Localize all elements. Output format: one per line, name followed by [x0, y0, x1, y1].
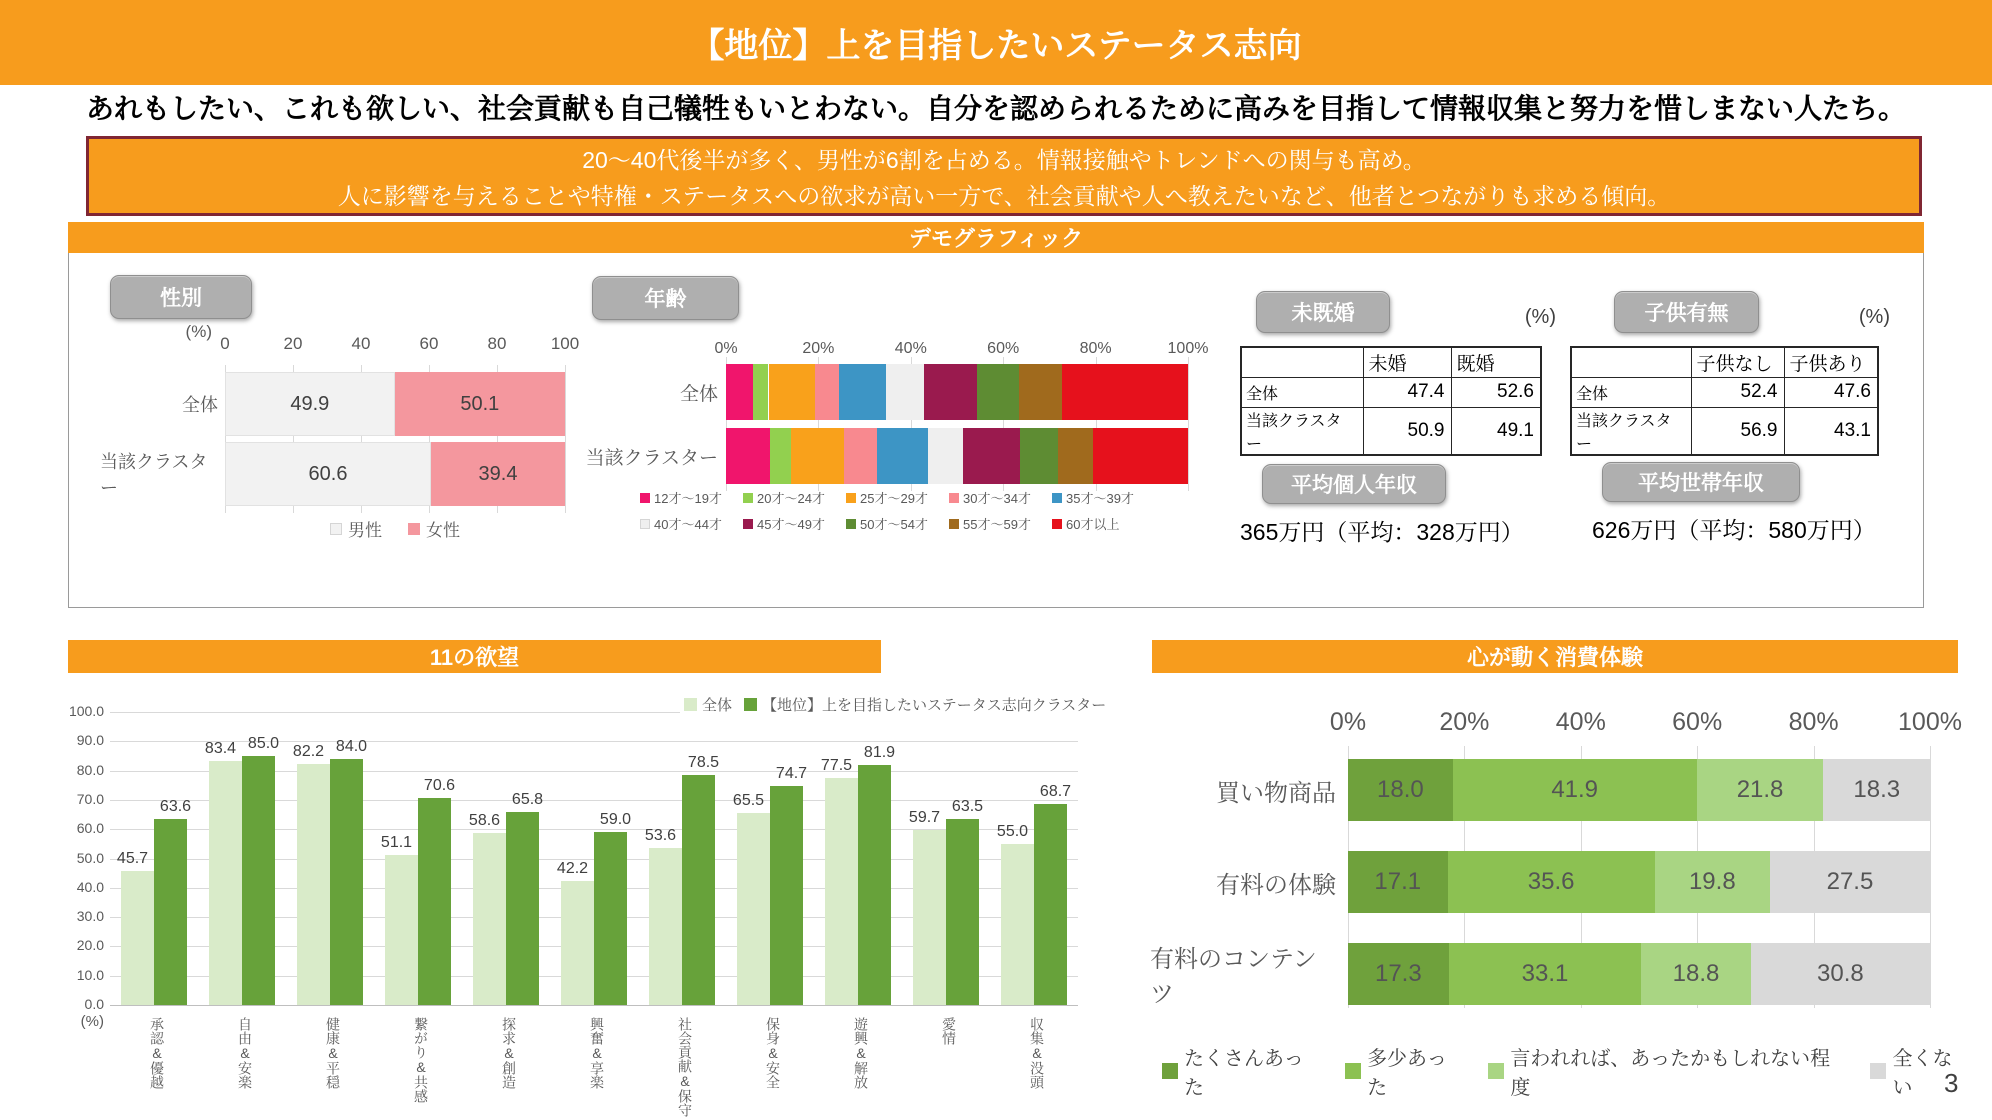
consumption-legend-item — [1488, 1042, 1848, 1100]
desires-bar-value: 45.7 — [116, 850, 149, 868]
demographics-title: デモグラフィック — [908, 226, 1084, 251]
desires-bar — [682, 775, 715, 1005]
consumption-legend-swatch — [1870, 1063, 1886, 1079]
desires-ytick: 70.0 — [76, 790, 104, 807]
consumption-bar-segment: 18.0 — [1348, 759, 1453, 821]
age-legend-swatch — [743, 493, 753, 503]
consumption-bar-segment: 18.8 — [1641, 943, 1750, 1005]
age-bar-segment — [770, 428, 791, 484]
desires-bar — [209, 761, 242, 1005]
age-legend-swatch — [949, 493, 959, 503]
desires-unit-label: (%) — [80, 1013, 104, 1030]
gender-axis-tick: 0 — [220, 334, 230, 353]
desires-bar-value: 63.5 — [951, 797, 984, 815]
desires-bar-value: 51.1 — [380, 834, 413, 852]
income-household-label-pill: 平均世帯年収 — [1602, 462, 1800, 502]
desires-bar-value: 53.6 — [644, 826, 677, 844]
gender-row-label: 全体 — [182, 395, 218, 415]
age-axis-tick: 20% — [802, 340, 835, 357]
desires-bar — [473, 833, 506, 1005]
consumption-legend-text: 言われれば、あったかもしれない程度 — [1510, 1048, 1831, 1099]
consumption-legend-item — [1345, 1042, 1466, 1100]
gender-legend — [225, 516, 565, 541]
income-personal-value: 365万円（平均：328万円） — [1240, 519, 1524, 545]
summary-line-2: 人に影響を与えることや特権・ステータスへの欲求が高い一方で、社会貢献や人へ教えたいなど、他者とつながりも求める傾向。 — [337, 182, 1671, 209]
table-value-cell: 43.1 — [1784, 407, 1878, 455]
age-axis-tick: 100% — [1167, 340, 1209, 357]
table-header-cell: 子供なし — [1691, 347, 1784, 377]
desires-category-label: 保身&安全 — [765, 1017, 781, 1089]
marriage-table — [1240, 346, 1542, 456]
consumption-bar-segment: 35.6 — [1448, 851, 1655, 913]
summary-line-1: 20〜40代後半が多く、男性が6割を占める。情報接触やトレンドへの関与も高め。 — [582, 146, 1426, 173]
desires-legend-swatch — [684, 698, 697, 711]
marriage-label-pill: 未既婚 — [1256, 291, 1390, 333]
desires-bar — [770, 786, 803, 1005]
consumption-legend-text: 多少あった — [1367, 1048, 1447, 1099]
age-stacked-bar-chart — [560, 318, 1240, 548]
desires-legend-item — [744, 694, 1106, 715]
age-legend-swatch — [640, 519, 650, 529]
income-household-value: 626万円（平均：580万円） — [1592, 517, 1876, 543]
age-bar-segment — [815, 364, 839, 420]
desires-bar-value: 65.5 — [732, 792, 765, 810]
desires-bar — [418, 798, 451, 1005]
age-legend-swatch — [743, 519, 753, 529]
desires-bar — [297, 764, 330, 1005]
gender-bar-segment: 60.6 — [225, 442, 431, 506]
age-legend-text: 50才〜54才 — [860, 517, 928, 532]
consumption-axis-tick: 100% — [1898, 708, 1962, 736]
gender-bar-segment: 50.1 — [395, 372, 565, 436]
consumption-legend — [1162, 1042, 1972, 1100]
desires-ytick: 60.0 — [76, 820, 104, 837]
desires-bar — [385, 855, 418, 1005]
table-value-cell: 52.4 — [1691, 377, 1784, 407]
desires-bar-value: 82.2 — [292, 743, 325, 761]
desires-ytick: 40.0 — [76, 878, 104, 895]
desires-bar — [649, 848, 682, 1005]
desires-bar-value: 74.7 — [775, 765, 808, 783]
age-bar-segment — [769, 364, 815, 420]
gender-legend-text: 女性 — [426, 521, 460, 540]
table-header-cell: 未婚 — [1363, 347, 1451, 377]
consumption-bar-segment: 30.8 — [1751, 943, 1930, 1005]
consumption-legend-swatch — [1345, 1063, 1361, 1079]
consumption-axis-tick: 0% — [1329, 708, 1367, 736]
desires-bar — [330, 759, 363, 1005]
desires-category-label: 愛情 — [941, 1017, 957, 1045]
desires-ytick: 20.0 — [76, 937, 104, 954]
demographics-title-bar — [68, 222, 1924, 253]
desires-category-label: 収集&没頭 — [1029, 1017, 1045, 1089]
age-legend-text: 30才〜34才 — [963, 491, 1031, 506]
children-label-pill: 子供有無 — [1614, 291, 1759, 333]
desires-ytick: 10.0 — [76, 966, 104, 983]
desires-legend-text: 全体 — [702, 697, 733, 714]
table-row-label: 全体 — [1571, 377, 1691, 407]
age-bar-segment — [1020, 428, 1058, 484]
age-legend-item — [640, 514, 722, 533]
desires-category-label: 社会貢献&保守 — [677, 1017, 693, 1117]
age-axis-tick: 0% — [714, 340, 738, 357]
age-legend-item — [949, 514, 1031, 533]
consumption-legend-swatch — [1488, 1063, 1504, 1079]
desires-ytick: 0.0 — [84, 996, 104, 1012]
desires-ytick: 100.0 — [68, 703, 104, 719]
table-header-cell — [1241, 347, 1363, 377]
gender-bar-segment: 49.9 — [225, 372, 395, 436]
table-row-label: 全体 — [1241, 377, 1363, 407]
desires-category-label: 繋がり&共感 — [413, 1017, 429, 1103]
desires-legend-item — [684, 694, 732, 715]
gender-unit-label: (%) — [185, 322, 212, 341]
age-legend-text: 35才〜39才 — [1066, 491, 1134, 506]
age-legend-text: 60才以上 — [1066, 517, 1120, 532]
consumption-row-label: 買い物商品 — [1216, 779, 1336, 807]
desires-bar — [594, 832, 627, 1005]
desires-category-label: 健康&平穏 — [325, 1017, 341, 1089]
age-legend-item — [846, 514, 928, 533]
gender-row-label: 当該クラスター — [100, 452, 208, 498]
age-legend-swatch — [1052, 493, 1062, 503]
desires-grouped-bar-chart — [60, 690, 1120, 1118]
age-bar-segment — [928, 428, 964, 484]
age-legend-swatch — [949, 519, 959, 529]
desires-bar-value: 59.0 — [599, 811, 632, 829]
table-row-label: 当該クラスター — [1241, 407, 1363, 455]
age-legend-text: 12才〜19才 — [654, 491, 722, 506]
consumption-legend-item — [1162, 1042, 1323, 1100]
gender-axis-tick: 100 — [550, 334, 580, 353]
age-legend-item — [846, 488, 928, 507]
consumption-bar-segment: 33.1 — [1449, 943, 1642, 1005]
summary-box — [86, 136, 1922, 216]
marriage-percent-unit: (%) — [1524, 306, 1556, 328]
table-header-cell: 子供あり — [1784, 347, 1878, 377]
desires-bar — [561, 881, 594, 1005]
gender-axis-tick: 40 — [351, 334, 371, 353]
consumption-legend-text: たくさんあった — [1184, 1048, 1304, 1099]
desires-legend-swatch — [744, 698, 757, 711]
consumption-title-bar: 心が動く消費体験 — [1152, 640, 1958, 673]
table-value-cell: 50.9 — [1363, 407, 1451, 455]
age-bar-segment — [844, 428, 877, 484]
gender-axis-tick: 20 — [283, 334, 303, 353]
consumption-bar-segment: 19.8 — [1655, 851, 1770, 913]
consumption-bar-segment: 17.1 — [1348, 851, 1448, 913]
age-bar-segment — [977, 364, 1019, 420]
age-legend-text: 45才〜49才 — [757, 517, 825, 532]
age-bar-segment — [1019, 364, 1062, 420]
age-legend-item — [743, 488, 825, 507]
consumption-bar-segment: 18.3 — [1823, 759, 1930, 821]
consumption-row-label: 有料の体験 — [1216, 871, 1336, 899]
desires-bar — [1034, 804, 1067, 1005]
desires-bar — [242, 756, 275, 1005]
age-axis-tick: 80% — [1079, 340, 1112, 357]
consumption-axis-tick: 40% — [1555, 708, 1606, 736]
children-data-table — [1570, 346, 1879, 456]
children-percent-unit: (%) — [1858, 306, 1890, 328]
age-axis-tick: 40% — [894, 340, 927, 357]
age-legend-item — [1052, 514, 1119, 533]
consumption-bar-segment: 41.9 — [1453, 759, 1697, 821]
consumption-bar-segment: 17.3 — [1348, 943, 1449, 1005]
age-legend-item — [1052, 488, 1134, 507]
age-bar-segment — [877, 428, 928, 484]
desires-bar-value: 63.6 — [159, 797, 192, 815]
table-header-cell — [1571, 347, 1691, 377]
consumption-axis-tick: 60% — [1672, 708, 1723, 736]
table-value-cell: 56.9 — [1691, 407, 1784, 455]
table-value-cell: 47.4 — [1363, 377, 1451, 407]
consumption-bar-segment: 21.8 — [1697, 759, 1824, 821]
table-value-cell: 49.1 — [1451, 407, 1541, 455]
desires-gridline — [110, 1005, 1078, 1006]
desires-bar — [946, 819, 979, 1005]
desires-bar — [737, 813, 770, 1005]
gender-axis-tick: 80 — [487, 334, 507, 353]
desires-bar-value: 58.6 — [468, 812, 501, 830]
desires-bar-value: 84.0 — [335, 737, 368, 755]
age-bar-segment — [726, 364, 753, 420]
desires-category-label: 探求&創造 — [501, 1017, 517, 1089]
page-number: 3 — [1944, 1068, 1959, 1098]
age-gridline — [1188, 357, 1189, 491]
desires-category-label: 承認&優越 — [149, 1017, 165, 1089]
desires-bar — [1001, 844, 1034, 1005]
age-bar-segment — [1093, 428, 1188, 484]
desires-category-label: 遊興&解放 — [853, 1017, 869, 1089]
age-legend-item — [949, 488, 1031, 507]
desires-title-bar: 11の欲望 — [68, 640, 881, 673]
desires-bar-value: 77.5 — [820, 756, 853, 774]
age-bar-segment — [753, 364, 769, 420]
age-legend-swatch — [1052, 519, 1062, 529]
desires-bar-value: 70.6 — [423, 777, 456, 795]
page-title: 【地位】上を目指したいステータス志向 — [690, 27, 1302, 65]
desires-ytick: 30.0 — [76, 908, 104, 925]
gender-legend-item — [330, 516, 382, 541]
desires-bar-value: 42.2 — [556, 860, 589, 878]
age-bar-segment — [726, 428, 770, 484]
age-row-label: 当該クラスター — [585, 447, 718, 469]
gender-axis-tick: 60 — [419, 334, 439, 353]
desires-ytick: 50.0 — [76, 849, 104, 866]
desires-bar-value: 65.8 — [511, 791, 544, 809]
consumption-bar-segment: 27.5 — [1770, 851, 1930, 913]
age-legend-text: 25才〜29才 — [860, 491, 928, 506]
desires-bar-value: 85.0 — [247, 734, 280, 752]
desires-bar — [506, 812, 539, 1005]
desires-bar-value: 68.7 — [1039, 782, 1072, 800]
age-row-label: 全体 — [679, 383, 718, 405]
desires-ytick: 80.0 — [76, 761, 104, 778]
age-bar-segment — [963, 428, 1020, 484]
age-legend-swatch — [640, 493, 650, 503]
age-bar-segment — [839, 364, 887, 420]
age-legend-swatch — [846, 519, 856, 529]
age-legend-swatch — [846, 493, 856, 503]
desires-bar-value: 83.4 — [204, 739, 237, 757]
desires-bar-value: 55.0 — [996, 822, 1029, 840]
children-table — [1570, 346, 1879, 456]
gender-legend-item — [408, 516, 460, 541]
desires-bar — [913, 830, 946, 1005]
desires-legend-text: 【地位】上を目指したいステータス志向クラスター — [762, 697, 1107, 714]
gender-legend-swatch — [330, 523, 342, 535]
desires-bar — [858, 765, 891, 1005]
table-value-cell: 47.6 — [1784, 377, 1878, 407]
age-legend-text: 20才〜24才 — [757, 491, 825, 506]
page-title-banner — [0, 0, 1992, 85]
desires-bar-value: 59.7 — [908, 809, 941, 827]
gender-legend-text: 男性 — [348, 521, 382, 540]
age-bar-segment — [1058, 428, 1093, 484]
age-axis-tick: 60% — [987, 340, 1020, 357]
age-bar-segment — [1062, 364, 1188, 420]
marriage-data-table — [1240, 346, 1542, 456]
income-personal-label-pill: 平均個人年収 — [1262, 464, 1446, 504]
table-value-cell: 52.6 — [1451, 377, 1541, 407]
desires-bar-value: 81.9 — [863, 744, 896, 762]
desires-ytick: 90.0 — [76, 732, 104, 749]
consumption-gridline — [1930, 746, 1931, 1008]
age-bar-segment — [791, 428, 844, 484]
consumption-row-label: 有料のコンテンツ — [1150, 946, 1317, 1008]
gender-bar-segment: 39.4 — [431, 442, 565, 506]
gender-stacked-bar-chart — [100, 318, 600, 548]
desires-bar — [121, 871, 154, 1005]
consumption-axis-tick: 80% — [1788, 708, 1839, 736]
consumption-axis-tick: 20% — [1439, 708, 1490, 736]
desires-category-label: 興奮&享楽 — [589, 1017, 605, 1089]
consumption-legend-swatch — [1162, 1063, 1178, 1079]
headline-text: あれもしたい、これも欲しい、社会貢献も自己犠牲もいとわない。自分を認められるために高みを目指して情報収集と努力を惜しまない人たち。 — [85, 93, 1906, 124]
age-legend-text: 40才〜44才 — [654, 517, 722, 532]
desires-legend — [680, 694, 1110, 715]
table-header-cell: 既婚 — [1451, 347, 1541, 377]
gender-label-pill: 性別 — [110, 275, 252, 319]
desires-bar — [154, 819, 187, 1005]
age-bar-segment — [924, 364, 978, 420]
age-bar-segment — [886, 364, 923, 420]
desires-bar-value: 78.5 — [687, 753, 720, 771]
age-legend-item — [743, 514, 825, 533]
consumption-stacked-bar-chart — [1150, 690, 1982, 1025]
age-label-pill: 年齢 — [592, 276, 739, 320]
desires-category-label: 自由&安楽 — [237, 1017, 253, 1089]
table-row-label: 当該クラスター — [1571, 407, 1691, 455]
consumption-legend-text: 全くない — [1892, 1048, 1953, 1099]
age-legend-text: 55才〜59才 — [963, 517, 1031, 532]
age-legend-item — [640, 488, 722, 507]
desires-bar — [825, 778, 858, 1005]
gender-legend-swatch — [408, 523, 420, 535]
